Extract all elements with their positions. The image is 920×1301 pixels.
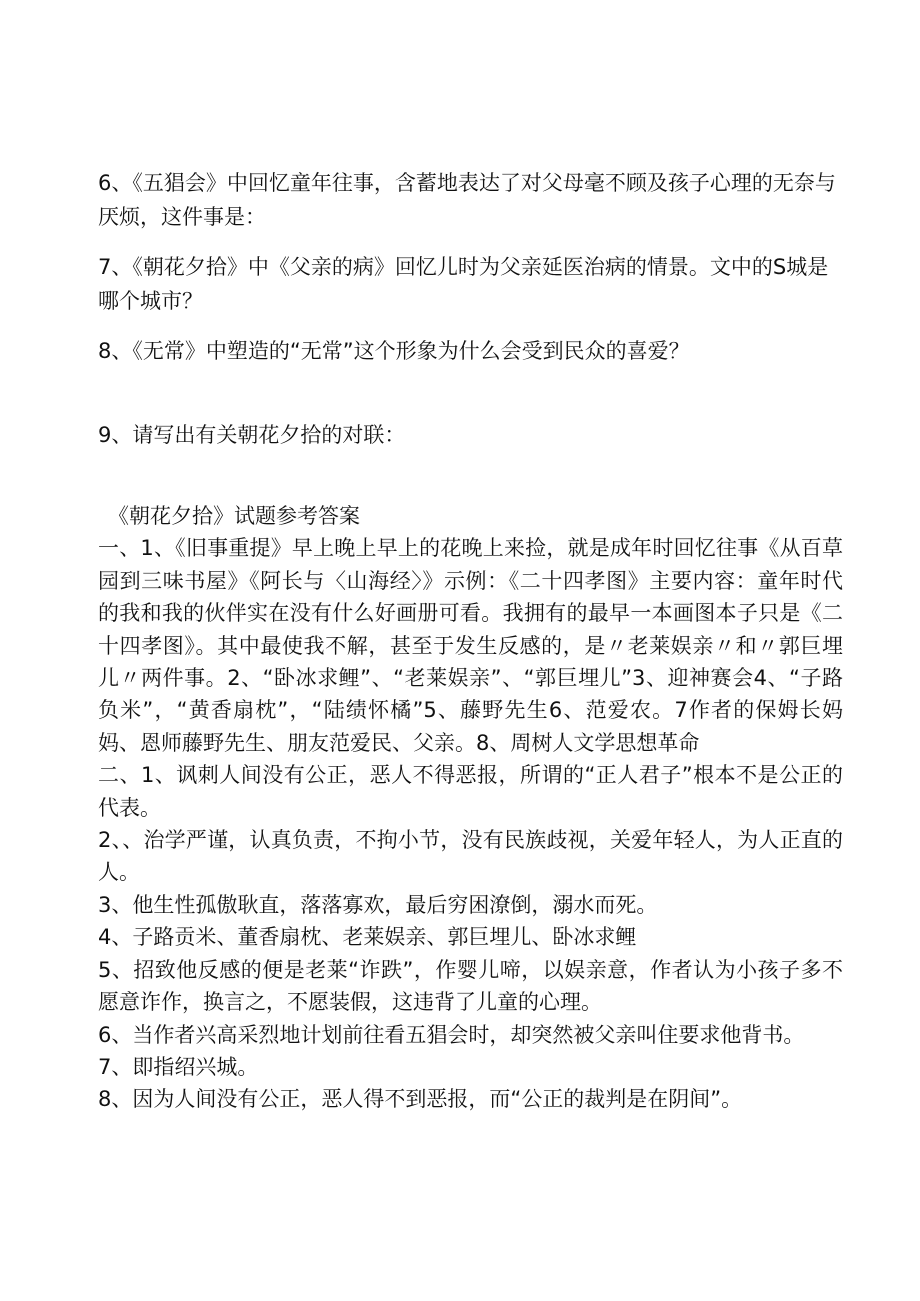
answer-part-2-item-4: 4、子路贡米、董香扇枕、老莱娱亲、郭巨埋儿、卧冰求鲤 bbox=[98, 925, 637, 950]
answer-part-2-item-8: 8、因为人间没有公正，恶人得不到恶报，而“公正的裁判是在阴间”。 bbox=[98, 1087, 743, 1112]
answer-section bbox=[98, 500, 843, 1116]
answer-part-2-item-7: 7、即指绍兴城。 bbox=[98, 1054, 259, 1079]
answer-part-1: 一、1、《旧事重提》早上晚上早上的花晚上来捡，就是成年时回忆往事《从百草园到三味书屋》《阿长与〈山海经〉》示例：《二十四孝图》主要内容：童年时代的我和我的伙伴实在没有什么好画册可看。我拥有的最早一本画图本子只是《二十四孝图》。其中最使我不解，甚至于发生反感的，是〃老莱娱亲〃和〃郭巨埋儿〃两件事。2、“卧冰求鲤”、“老莱娱亲”、“郭巨埋儿”3、迎神赛会4、“子路负米”，“黄香扇枕”，“陆绩怀橘”5、藤野先生6、范爱农。7作者的保姆长妈妈、恩师藤野先生、朋友范爱民、父亲。8、周树人文学思想革命 bbox=[98, 536, 843, 755]
answer-part-2-item-2: 2、、治学严谨，认真负责，不拘小节，没有民族歧视，关爱年轻人，为人正直的人。 bbox=[98, 828, 843, 885]
question-7: 7、《朝花夕拾》中《父亲的病》回忆儿时为父亲延医治病的情景。文中的S城是哪个城市？ bbox=[98, 255, 829, 313]
answer-part-2-item-1: 二、1、讽刺人间没有公正，恶人不得恶报，所谓的“正人君子”根本不是公正的代表。 bbox=[98, 763, 843, 820]
answer-title: 《朝花夕拾》试题参考答案 bbox=[108, 504, 360, 528]
question-6: 6、《五猖会》中回忆童年往事，含蓄地表达了对父母毫不顾及孩子心理的无奈与厌烦，这件事是： bbox=[98, 171, 836, 229]
question-8: 8、《无常》中塑造的“无常”这个形象为什么会受到民众的喜爱？ bbox=[98, 339, 690, 363]
answer-part-2-item-3: 3、他生性孤傲耿直，落落寡欢，最后穷困潦倒，溺水而死。 bbox=[98, 892, 658, 917]
question-9: 9、请写出有关朝花夕拾的对联： bbox=[98, 423, 406, 447]
answer-part-2-item-6: 6、当作者兴高采烈地计划前往看五猖会时，却突然被父亲叫住要求他背书。 bbox=[98, 1022, 805, 1047]
answer-part-2-item-5: 5、招致他反感的便是老莱“诈跌”，作婴儿啼，以娱亲意，作者认为小孩子多不愿意诈作，换言之，不愿装假，这违背了儿童的心理。 bbox=[98, 957, 843, 1015]
